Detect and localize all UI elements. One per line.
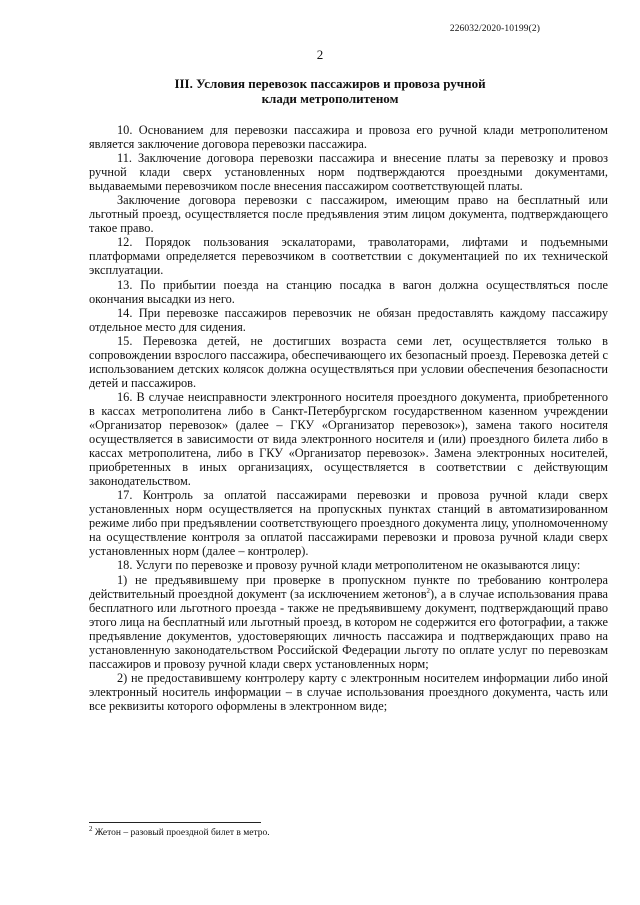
paragraph-16: 16. В случае неисправности электронного носителя проездного документа, приобретенного в кассах метрополитена либо в Санкт-Петербургском государственном казенном учреждении «Организатор перевозок» (далее – ГКУ «Организатор перевозок»), замена такого носителя осуществляется в зависимости от вида электронного носителя и (или) проездного билета либо в кассах метрополитена, либо в ГКУ «Организатор перевозок». Замена электронных носителей, приобретенных в иных организациях, осуществляется в соответствии с действующим законодательством.	[89, 389, 608, 489]
section-heading-line-2: клади метрополитеном	[261, 91, 399, 106]
paragraph-17: 17. Контроль за оплатой пассажирами перевозки и провоза ручной клади сверх установленных норм осуществляется на пропускных пунктах станций в автоматизированном режиме либо при предъявлении соответствующего проездного документа лицу, уполномоченному на осуществление контроля за оплатой пассажирами перевозки и провоза ручной клади сверх установленных норм (далее – контролер).	[89, 488, 608, 559]
footnote-text: Жетон – разовый проездной билет в метро.	[92, 828, 270, 838]
paragraph-10: 10. Основанием для перевозки пассажира и провоза его ручной клади метрополитеном является заключение договора перевозки пассажира.	[89, 123, 608, 152]
paragraph-14: 14. При перевозке пассажиров перевозчик не обязан предоставлять каждому пассажиру отдельное место для сидения.	[89, 305, 608, 334]
item-1-text-continued: ), а в случае использования права бесплатного или льготного проезда - также не предъявившему документ, подтверждающий право этого лица на бесплатный или льготный проезд, в котором не содержится его фотографии, а также предъявление документов, удостоверяющих личность пассажира и подтверждающих право на установленную законодательством Российской Федерации льготу по оплате услуг по перевозкам пассажиров и провозу ручной клади сверх установленных норм;	[89, 586, 609, 671]
item-1-text: 1) не предъявившему при проверке в пропускном пункте по требованию контролера действительный проездной документ (за исключением жетонов	[89, 572, 608, 601]
footnote	[89, 824, 270, 838]
page-number: 2	[316, 47, 324, 62]
document-number: 226032/2020-10199(2)	[449, 24, 540, 34]
paragraph-13: 13. По прибытии поезда на станцию посадка в вагон должна осуществляться после окончания высадки из него.	[89, 277, 608, 306]
section-heading	[150, 76, 510, 106]
document-body	[89, 123, 608, 713]
paragraph-11-continuation: Заключение договора перевозки с пассажиром, имеющим право на бесплатный или льготный проезд, осуществляется после предъявления этим лицом документа, подтверждающего такое право.	[89, 193, 608, 236]
paragraph-18-item-2: 2) не предоставившему контролеру карту с электронным носителем информации либо иной электронный носитель информации – в случае использования проездного документа, часть или все реквизиты которого оформлены в электронном виде;	[89, 670, 608, 713]
footnote-marker: 2	[89, 824, 93, 833]
paragraph-18-item-1	[89, 573, 608, 671]
section-heading-line-1: III. Условия перевозок пассажиров и провоза ручной	[174, 76, 486, 91]
paragraph-18: 18. Услуги по перевозке и провозу ручной клади метрополитеном не оказываются лицу:	[117, 558, 581, 573]
footnote-reference: 2	[426, 586, 431, 595]
paragraph-15: 15. Перевозка детей, не достигших возраста семи лет, осуществляется только в сопровождении взрослого пассажира, обеспечивающего их безопасный проезд. Перевозка детей с использованием детских колясок должна осуществляться при условии обеспечения безопасности детей и пассажиров.	[89, 333, 608, 390]
footnote-divider	[89, 822, 261, 823]
paragraph-12: 12. Порядок пользования эскалаторами, траволаторами, лифтами и подъемными платформами определяется перевозчиком в соответствии с документацией по их технической эксплуатации.	[89, 235, 608, 278]
paragraph-11: 11. Заключение договора перевозки пассажира и внесение платы за перевозку и провоз ручной клади сверх установленных норм подтверждаются проездными документами, выдаваемыми перевозчиком после внесения пассажиром соответствующей платы.	[89, 151, 608, 194]
